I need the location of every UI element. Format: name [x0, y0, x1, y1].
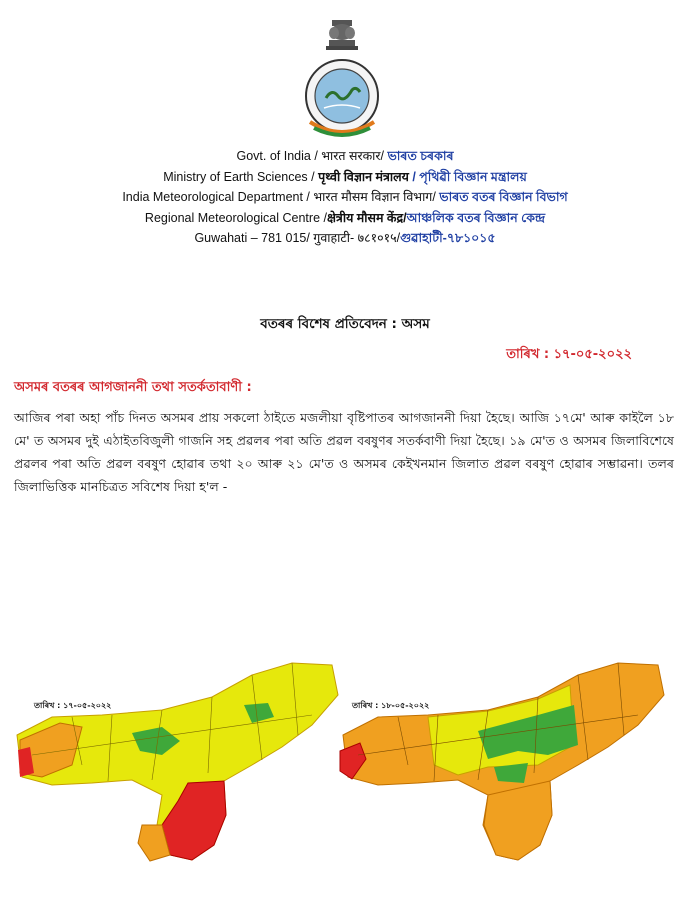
report-date: তাৰিখ : ১৭-০৫-২০২২: [506, 347, 632, 362]
map-date-1: তাৰিখ : ১৭-০৫-২০২২: [34, 701, 112, 710]
district-map-day2: [338, 655, 668, 874]
govt-line: Govt. of India / भारत सरकार/ ভাৰত চৰকাৰ: [236, 149, 454, 163]
warning-paragraph: আজিৰ পৰা অহা পাঁচ দিনত অসমৰ প্ৰায় সকলো ঠাইতে মজলীয়া বৃষ্টিপাতৰ আগজাননী দিয়া হৈছে। আজি ১৭মে' আৰু কাইলৈ ১৮ মে' ত অসমৰ দুই এঠাইতবিজুলী গাজনি সহ প্ৰৱলৰ পৰা অতি প্ৰৱল বৰষুণৰ সতৰ্কবাণী দিয়া হৈছে। ১৯ মে'ত ও অসমৰ জিলাবিশেষে প্ৰৱলৰ পৰা অতি প্ৰৱল বৰষুণ হোৱাৰ তথা ২০ আৰু ২১ মে'ত ও অসমৰ কেইখনমান জিলাত প্ৰৱল বৰষুণ হোৱাৰ সম্ভাৱনা। তলৰ জিলাভিত্তিক মানচিত্ৰত সবিশেষ দিয়া হ'ল -: [14, 410, 674, 494]
warning-body: [14, 406, 674, 498]
ministry-line: Ministry of Earth Sciences / पृथ्वी विज्ञान मंत्रालय / পৃথিৱী বিজ্ঞান মন্ত্ৰালয়: [163, 169, 527, 184]
district-map-day1: [12, 655, 342, 874]
map-date-2: তাৰিখ : ১৮-০৫-২০২২: [352, 701, 430, 710]
address-line: Guwahati – 781 015/ गुवाहाटी- ७८१०१५/গুৱাহাটী-৭৮১০১৫: [194, 231, 496, 245]
report-title: বতৰৰ বিশেষ প্ৰতিবেদন : অসম: [260, 316, 430, 332]
rmc-line: Regional Meteorological Centre /क्षेत्रीय मौसम केंद्र/আঞ্চলিক বতৰ বিজ্ঞান কেন্দ্ৰ: [144, 210, 546, 225]
imd-emblem: [302, 18, 382, 140]
warning-heading: অসমৰ বতৰৰ আগজাননী তথা সতৰ্কতাবাণী :: [14, 380, 252, 395]
letterhead: [0, 146, 690, 249]
imd-line: India Meteorological Department / भारत मौसम विज्ञान विभाग/ ভাৰত বতৰ বিজ্ঞান বিভাগ: [122, 190, 568, 204]
